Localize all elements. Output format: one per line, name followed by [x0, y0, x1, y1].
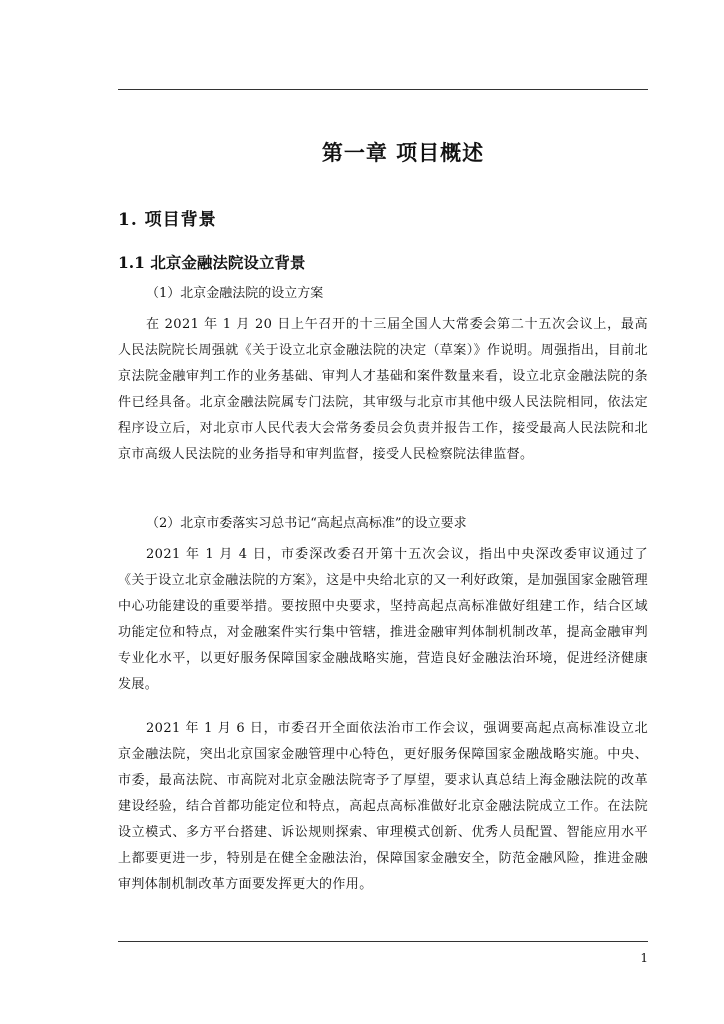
page-number: 1 [640, 951, 648, 965]
chapter-title: 第一章 项目概述 [321, 140, 485, 165]
paragraph-3: 2021 年 1 月 6 日，市委召开全面依法治市工作会议，强调要高起点高标准设立北京金融法院，突出北京国家金融管理中心特色，更好服务保障国家金融战略实施。中央、市委，最高法院、市高院对北京金融法院寄予了厚望，要求认真总结上海金融法院的改革建设经验，结合首都功能定位和特点，高起点高标准做好北京金融法院成立工作。在法院设立模式、多方平台搭建、诉讼规则探索、审理模式创新、优秀人员配置、智能应用水平上都要更进一步，特别是在健全金融法治，保障国家金融安全，防范金融风险，推进金融审判体制机制改革方面要发挥更大的作用。 [118, 721, 648, 892]
footer-rule [118, 941, 648, 942]
header-rule [118, 89, 648, 90]
paragraph-1: 在 2021 年 1 月 20 日上午召开的十三届全国人大常委会第二十五次会议上，最高人民法院院长周强就《关于设立北京金融法院的决定（草案）》作说明。周强指出，目前北京法院金融审判工作的业务基础、审判人才基础和案件数量来看，设立北京金融法院的条件已经具备。北京金融法院属专门法院，其审级与北京市其他中级人民法院相同，依法定程序设立后，对北京市人民代表大会常务委员会负责并报告工作，接受最高人民法院和北京市高级人民法院的业务指导和审判监督，接受人民检察院法律监督。 [118, 317, 648, 462]
subsection-heading: 1.1 北京金融法院设立背景 [118, 253, 306, 272]
item-title-1: （1）北京金融法院的设立方案 [146, 286, 324, 301]
paragraph-2: 2021 年 1 月 4 日，市委深改委召开第十五次会议，指出中央深改委审议通过了《关于设立北京金融法院的方案》，这是中央给北京的又一利好政策，是加强国家金融管理中心功能建设的重要举措。要按照中央要求，坚持高起点高标准做好组建工作，结合区域功能定位和特点，对金融案件实行集中管辖，推进金融审判体制机制改革，提高金融审判专业化水平，以更好服务保障国家金融战略实施，营造良好金融法治环境，促进经济健康发展。 [118, 547, 648, 692]
item-title-2: （2）北京市委落实习总书记“高起点高标准”的设立要求 [146, 516, 467, 531]
section-heading: 1. 项目背景 [118, 210, 217, 230]
